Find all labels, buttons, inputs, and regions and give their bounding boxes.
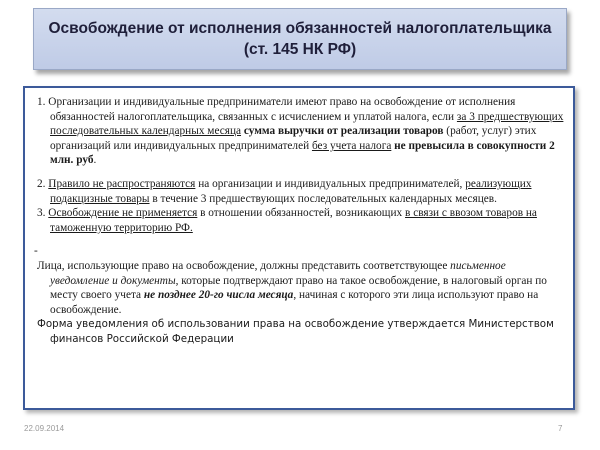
p1-dot: . bbox=[93, 154, 97, 167]
paragraph-3 bbox=[34, 206, 565, 235]
p2-text-b: в течение 3 предшествующих последовательных календарных месяцев. bbox=[149, 192, 497, 205]
p4-text-a: Лица, использующие право на освобождение, должны представить соответствующее bbox=[37, 259, 451, 272]
footer-date: 22.09.2014 bbox=[24, 424, 65, 433]
p2-underline-excise: реализующих подакцизные товары bbox=[50, 177, 532, 205]
p2-text-a: на организации и индивидуальных предпринимателей, bbox=[195, 177, 466, 190]
p4-text-c: , начиная с которого эти лица используют право на освобождение. bbox=[50, 289, 539, 316]
p4-text-b: , которые подтверждают право на такое освобождение, в налоговый орган по месту своего учета bbox=[50, 274, 547, 302]
paragraph-4 bbox=[34, 259, 565, 317]
p2-underline-rule: Правило не распространяются bbox=[48, 177, 196, 190]
p1-text-b: (работ, услуг) этих организаций или индивидуальных предпринимателей bbox=[50, 125, 537, 152]
spacer bbox=[34, 168, 565, 177]
p1-underline-period: за 3 предшествующих последовательных календарных месяца bbox=[50, 110, 564, 138]
slide-content-box bbox=[23, 86, 575, 410]
paragraph-2 bbox=[34, 177, 565, 206]
p1-text-a: 1. Организации и индивидуальные предприниматели имеют право на освобождение от исполнения обязанностей налогоплательщика, связанных с исчислением и уплатой налога, если bbox=[37, 96, 516, 123]
slide-title-box bbox=[33, 8, 567, 70]
paragraph-5: Форма уведомления об использовании права на освобождение утверждается Министерством финансов Российской Федерации bbox=[37, 318, 554, 345]
p1-bold-revenue: сумма выручки от реализации товаров bbox=[243, 125, 444, 138]
p1-bold-limit: не превысила в совокупности 2 млн. руб bbox=[50, 139, 555, 167]
spacer bbox=[34, 235, 565, 244]
p3-number: 3. bbox=[37, 207, 49, 220]
p4-bold-deadline: не позднее 20-го числа месяца bbox=[143, 289, 294, 302]
p4-italic-notice: письменное уведомление и документы bbox=[50, 259, 506, 287]
slide-title-line1: Освобождение от исполнения обязанностей налогоплательщика bbox=[48, 20, 552, 37]
slide-title-line2: (ст. 145 НК РФ) bbox=[243, 41, 357, 58]
p2-number: 2. bbox=[37, 177, 49, 190]
footer-page-number: 7 bbox=[558, 424, 563, 433]
p3-text-a: в отношении обязанностей, возникающих bbox=[197, 207, 406, 220]
p3-underline-import: в связи с ввозом товаров на таможенную территорию РФ. bbox=[50, 207, 537, 234]
paragraph-1 bbox=[34, 95, 565, 168]
p3-underline-exemption: Освобождение не применяется bbox=[48, 207, 198, 220]
p1-underline-no-tax: без учета налога bbox=[311, 139, 392, 152]
dash-marker: - bbox=[34, 245, 38, 258]
